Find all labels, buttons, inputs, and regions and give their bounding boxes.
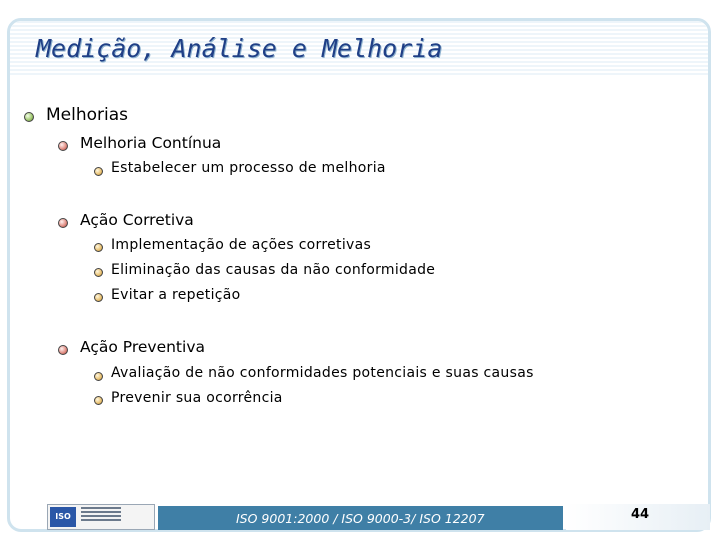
footer-text: ISO 9001:2000 / ISO 9000-3/ ISO 12207 bbox=[236, 511, 485, 526]
bullet-icon bbox=[94, 372, 103, 381]
list-item: Eliminação das causas da não conformidade bbox=[111, 262, 436, 278]
bullet-icon bbox=[94, 243, 103, 252]
section-label: Melhoria Contínua bbox=[80, 134, 222, 152]
bullet-icon bbox=[94, 268, 103, 277]
bullet-icon bbox=[94, 293, 103, 302]
list-item: Evitar a repetição bbox=[111, 287, 241, 303]
list-item: Implementação de ações corretivas bbox=[111, 237, 372, 253]
list-item: Estabelecer um processo de melhoria bbox=[111, 160, 386, 176]
page-number: 44 bbox=[631, 507, 650, 522]
slide-title: Medição, Análise e Melhoria bbox=[36, 34, 443, 63]
section-label: Ação Corretiva bbox=[80, 211, 194, 229]
bullet-icon bbox=[94, 396, 103, 405]
bullet-icon bbox=[58, 345, 68, 355]
bullet-icon bbox=[24, 112, 34, 122]
section-label: Ação Preventiva bbox=[80, 338, 205, 356]
iso-logo-text-lines bbox=[81, 507, 121, 527]
bullet-icon bbox=[94, 167, 103, 176]
heading-melhorias: Melhorias bbox=[46, 105, 129, 125]
bullet-icon bbox=[58, 218, 68, 228]
list-item: Prevenir sua ocorrência bbox=[111, 390, 283, 406]
list-item: Avaliação de não conformidades potenciais e suas causas bbox=[111, 365, 534, 381]
iso-logo-mark: ISO bbox=[50, 507, 76, 527]
bullet-icon bbox=[58, 141, 68, 151]
